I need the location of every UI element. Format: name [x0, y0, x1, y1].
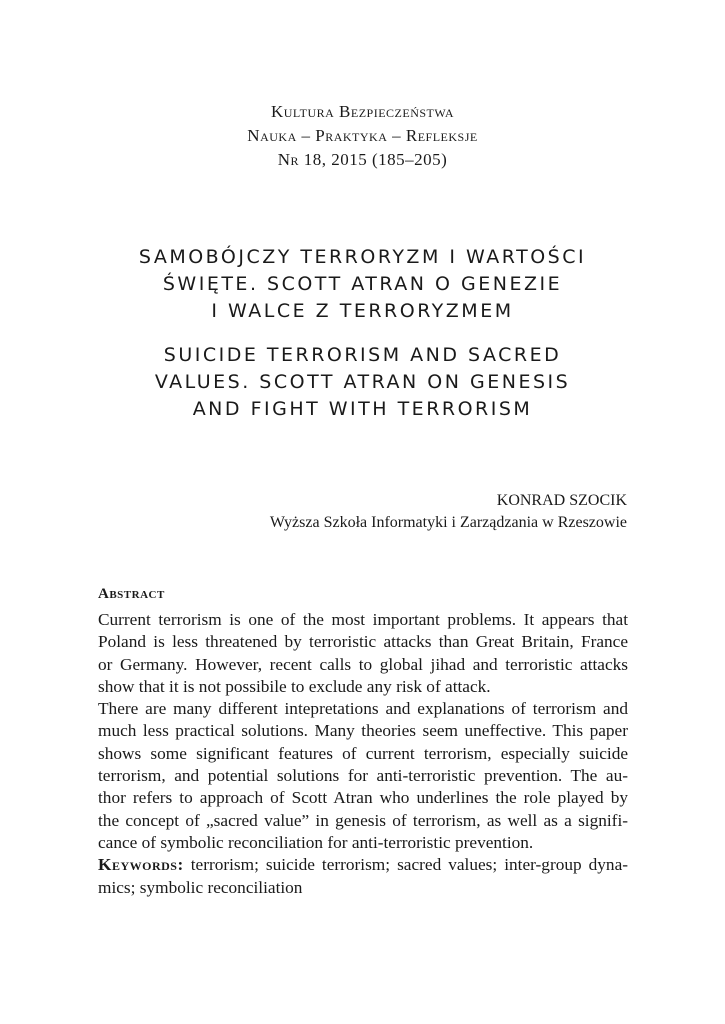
abstract-line: cance of symbolic reconciliation for anti-terroristic prevention.: [98, 832, 534, 852]
journal-subtitle: Nauka – Praktyka – Refleksje: [247, 126, 478, 145]
abstract-line: or Germany. However, recent calls to global jihad and terroristic attacks: [98, 654, 628, 674]
abstract-line: thor refers to approach of Scott Atran who underlines the role played by: [98, 788, 628, 808]
title-polish: [0, 244, 725, 325]
title-english: [0, 342, 725, 423]
keywords-line-continued: mics; symbolic reconciliation: [98, 877, 303, 897]
author-block: [270, 490, 627, 534]
abstract-body: [98, 609, 628, 899]
title-english-line: VALUES. SCOTT ATRAN ON GENESIS: [154, 371, 571, 393]
keywords-text: terrorism; suicide terrorism; sacred values; inter-group dyna-: [183, 855, 628, 875]
abstract-line: much less practical solutions. Many theories seem uneffective. This paper: [98, 721, 628, 741]
title-polish-line: ŚWIĘTE. SCOTT ATRAN O GENEZIE: [162, 273, 563, 295]
abstract-line: show that it is not possibile to exclude any risk of attack.: [98, 676, 491, 696]
abstract-line: Poland is less threatened by terroristic attacks than Great Britain, France: [98, 632, 628, 652]
title-english-line: AND FIGHT WITH TERRORISM: [192, 398, 533, 420]
author-name: KONRAD SZOCIK: [496, 492, 627, 509]
keywords-line: [98, 854, 628, 876]
journal-name: Kultura Bezpieczeństwa: [270, 102, 455, 121]
author-affiliation: Wyższa Szkoła Informatyki i Zarządzania w Rzeszowie: [269, 514, 627, 531]
abstract-heading: Abstract: [98, 586, 165, 602]
abstract-line: terrorism, and potential solutions for anti-terroristic prevention. The au-: [98, 766, 628, 786]
abstract-line: shows some significant features of current terrorism, especially suicide: [98, 743, 628, 763]
abstract-line: the concept of „sacred value” in genesis of terrorism, as well as a signifi-: [98, 810, 628, 830]
title-polish-line: I WALCE Z TERRORYZMEM: [211, 300, 514, 322]
abstract-line: Current terrorism is one of the most important problems. It appears that: [98, 610, 628, 629]
journal-issue-text: Nr 18, 2015 (185–205): [277, 150, 448, 169]
title-polish-line: SAMOBÓJCZY TERRORYZM I WARTOŚCI: [138, 246, 587, 268]
keywords-label: Keywords:: [98, 855, 184, 875]
title-english-line: SUICIDE TERRORISM AND SACRED: [163, 344, 562, 366]
journal-issue: [0, 148, 725, 172]
abstract-line: There are many different intepretations and explanations of terrorism and: [98, 699, 628, 719]
journal-header: [0, 100, 725, 172]
